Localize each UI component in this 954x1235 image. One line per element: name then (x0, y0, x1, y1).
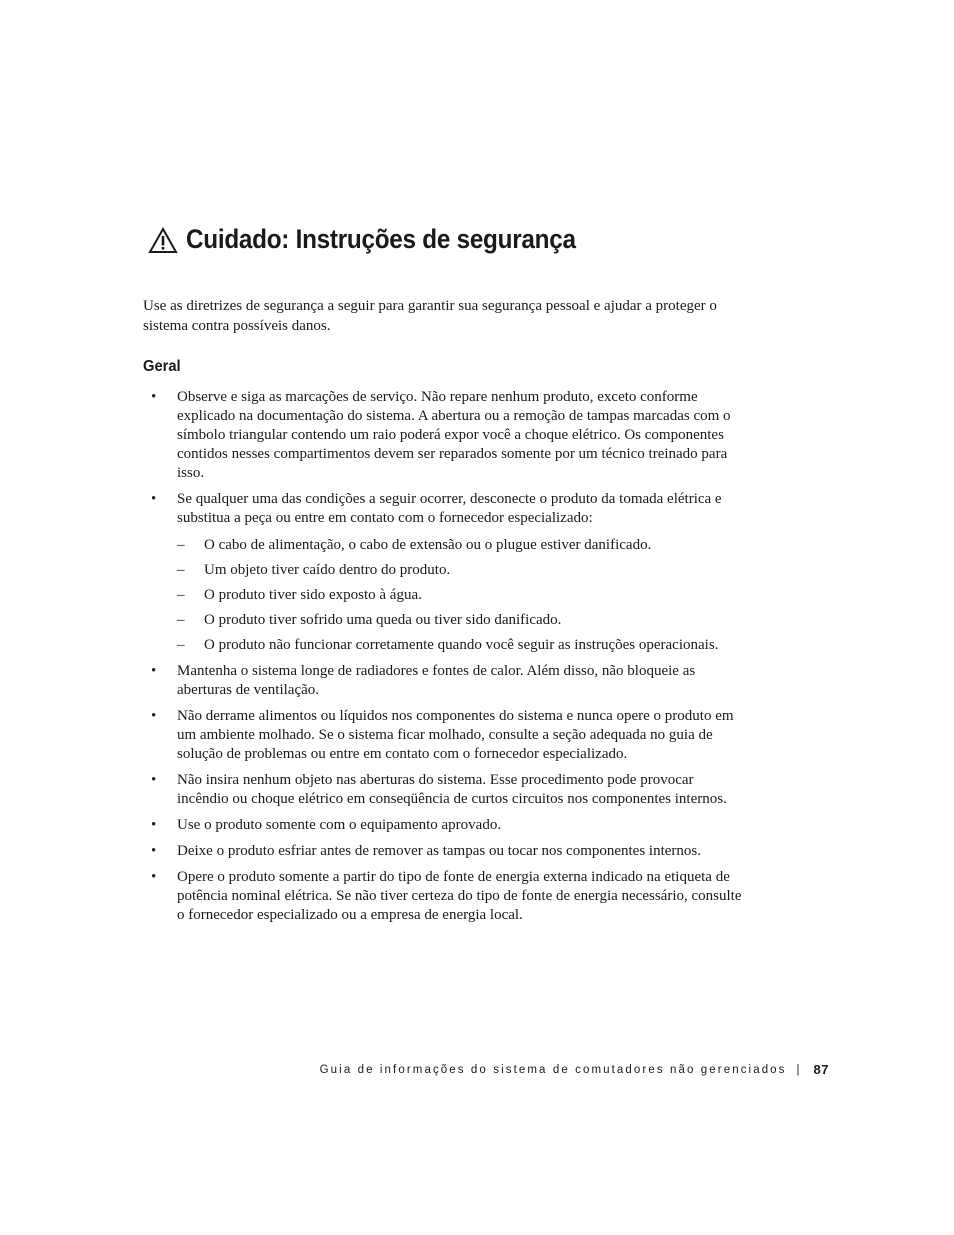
list-item-text: Observe e siga as marcações de serviço. Não repare nenhum produto, exceto conforme explicado na documentação do sistema. A abertura ou a remoção de tampas marcadas com o símbolo triangular contendo um raio poderá expor você a choque elétrico. Os componentes contidos nesses compartimentos devem ser reparados somente por um técnico treinado para isso. (177, 389, 731, 481)
page-title (148, 224, 619, 255)
list-item (143, 868, 743, 925)
sub-list-item-text: Um objeto tiver caído dentro do produto. (204, 562, 451, 578)
warning-triangle-icon (148, 226, 178, 254)
list-item (143, 842, 743, 861)
dash-marker: – (177, 587, 185, 603)
footer-separator: | (796, 1063, 800, 1076)
sub-list-item (177, 536, 743, 555)
page-title-text: Cuidado: Instruções de segurança (186, 224, 576, 254)
sub-list-item-text: O produto tiver sofrido uma queda ou tiver sido danificado. (204, 612, 562, 628)
conditions-sub-list (177, 536, 743, 655)
bullet-marker: • (151, 491, 157, 507)
sub-list-item-text: O produto tiver sido exposto à água. (204, 587, 422, 603)
bullet-marker: • (151, 843, 157, 859)
page-number: 87 (813, 1062, 829, 1077)
dash-marker: – (177, 562, 185, 578)
list-item (143, 707, 743, 764)
sub-list-item (177, 611, 743, 630)
dash-marker: – (177, 612, 185, 628)
list-item (143, 816, 743, 835)
footer-text: Guia de informações do sistema de comutadores não gerenciados (319, 1063, 787, 1076)
list-item-text: Mantenha o sistema longe de radiadores e fontes de calor. Além disso, não bloqueie as aberturas de ventilação. (177, 663, 696, 698)
dash-marker: – (177, 637, 185, 653)
bullet-marker: • (151, 817, 157, 833)
bullet-marker: • (151, 708, 157, 724)
list-item-text: Não derrame alimentos ou líquidos nos componentes do sistema e nunca opere o produto em um ambiente molhado. Se o sistema ficar molhado, consulte a seção adequada no guia de solução de problemas ou entre em contato com o fornecedor especializado. (177, 708, 734, 762)
list-item (143, 388, 743, 483)
bullet-marker: • (151, 663, 157, 679)
list-item-text: Use o produto somente com o equipamento aprovado. (177, 817, 502, 833)
list-item (143, 490, 743, 655)
bullet-marker: • (151, 869, 157, 885)
safety-instructions-list (143, 388, 743, 932)
list-item-text: Se qualquer uma das condições a seguir ocorrer, desconecte o produto da tomada elétrica e substitua a peça ou entre em contato com o fornecedor especializado: (177, 491, 722, 526)
sub-list-item (177, 561, 743, 580)
bullet-marker: • (151, 389, 157, 405)
section-heading: Geral (143, 358, 181, 375)
sub-list-item-text: O cabo de alimentação, o cabo de extensão ou o plugue estiver danificado. (204, 537, 652, 553)
sub-list-item (177, 586, 743, 605)
list-item-text: Opere o produto somente a partir do tipo de fonte de energia externa indicado na etiqueta de potência nominal elétrica. Se não tiver certeza do tipo de fonte de energia necessário, consulte o fornecedor especializado ou a empresa de energia local. (177, 869, 742, 923)
sub-list-item (177, 636, 743, 655)
list-item (143, 662, 743, 700)
intro-paragraph: Use as diretrizes de segurança a seguir para garantir sua segurança pessoal e ajudar a proteger o sistema contra possíveis danos. (143, 298, 717, 334)
dash-marker: – (177, 537, 185, 553)
sub-list-item-text: O produto não funcionar corretamente quando você seguir as instruções operacionais. (204, 637, 719, 653)
list-item (143, 771, 743, 809)
bullet-marker: • (151, 772, 157, 788)
list-item-text: Não insira nenhum objeto nas aberturas do sistema. Esse procedimento pode provocar incêndio ou choque elétrico em conseqüência de curtos circuitos nos componentes internos. (177, 772, 727, 807)
list-item-text: Deixe o produto esfriar antes de remover as tampas ou tocar nos componentes internos. (177, 843, 702, 859)
page-footer (320, 1062, 829, 1077)
